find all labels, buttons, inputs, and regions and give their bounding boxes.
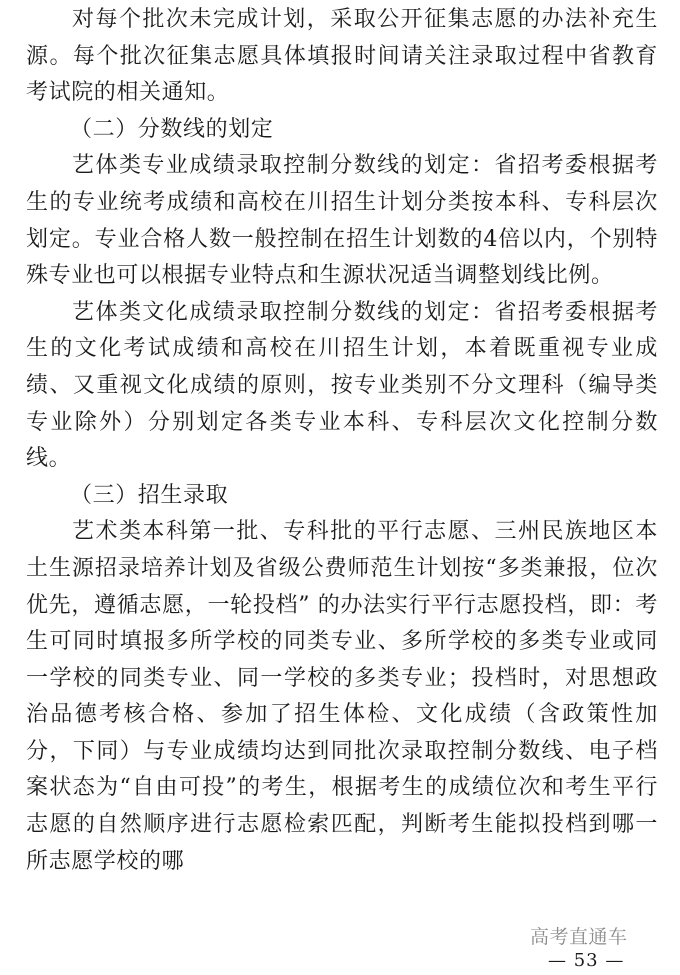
document-body bbox=[26, 2, 658, 880]
watermark-logo-text: 高考直通车 bbox=[530, 926, 628, 948]
section-heading-admission: （三）招生录取 bbox=[70, 482, 229, 508]
paragraph-professional-score-line: 艺体类专业成绩录取控制分数线的划定：省招考委根据考生的专业统考成绩和高校在川招生计划分类按本科、专科层次划定。专业合格人数一般控制在招生计划数的4倍以内，个别特殊专业也可以根据专业特点和生源状况适当调整划线比例。 bbox=[26, 153, 658, 289]
paragraph-supplementary-recruitment: 对每个批次未完成计划，采取公开征集志愿的办法补充生源。每个批次征集志愿具体填报时间请关注录取过程中省教育考试院的相关通知。 bbox=[26, 7, 658, 106]
paragraph-parallel-volunteer: 艺术类本科第一批、专科批的平行志愿、三州民族地区本土生源招录培养计划及省级公费师范生计划按“多类兼报，位次优先，遵循志愿，一轮投档” 的办法实行平行志愿投档，即：考生可同时填报多所学校的同类专业、多所学校的多类专业或同一学校的同类专业、同一学校的多类专业；投档时，对思想政治品德考核合格、参加了招生体检、文化成绩（含政策性加分，下同）与专业成绩均达到同批次录取控制分数线、电子档案状态为“自由可投”的考生，根据考生的成绩位次和考生平行志愿的自然顺序进行志愿检索匹配，判断考生能拟投档到哪一所志愿学校的哪 bbox=[26, 519, 658, 874]
section-heading-score-lines: （二）分数线的划定 bbox=[70, 116, 274, 142]
paragraph-cultural-score-line: 艺体类文化成绩录取控制分数线的划定：省招考委根据考生的文化考试成绩和高校在川招生计划，本着既重视专业成绩、又重视文化成绩的原则，按专业类别不分文理科（编导类专业除外）分别划定各类专业本科、专科层次文化控制分数线。 bbox=[26, 299, 658, 472]
page-number: — 53 — bbox=[548, 950, 625, 971]
